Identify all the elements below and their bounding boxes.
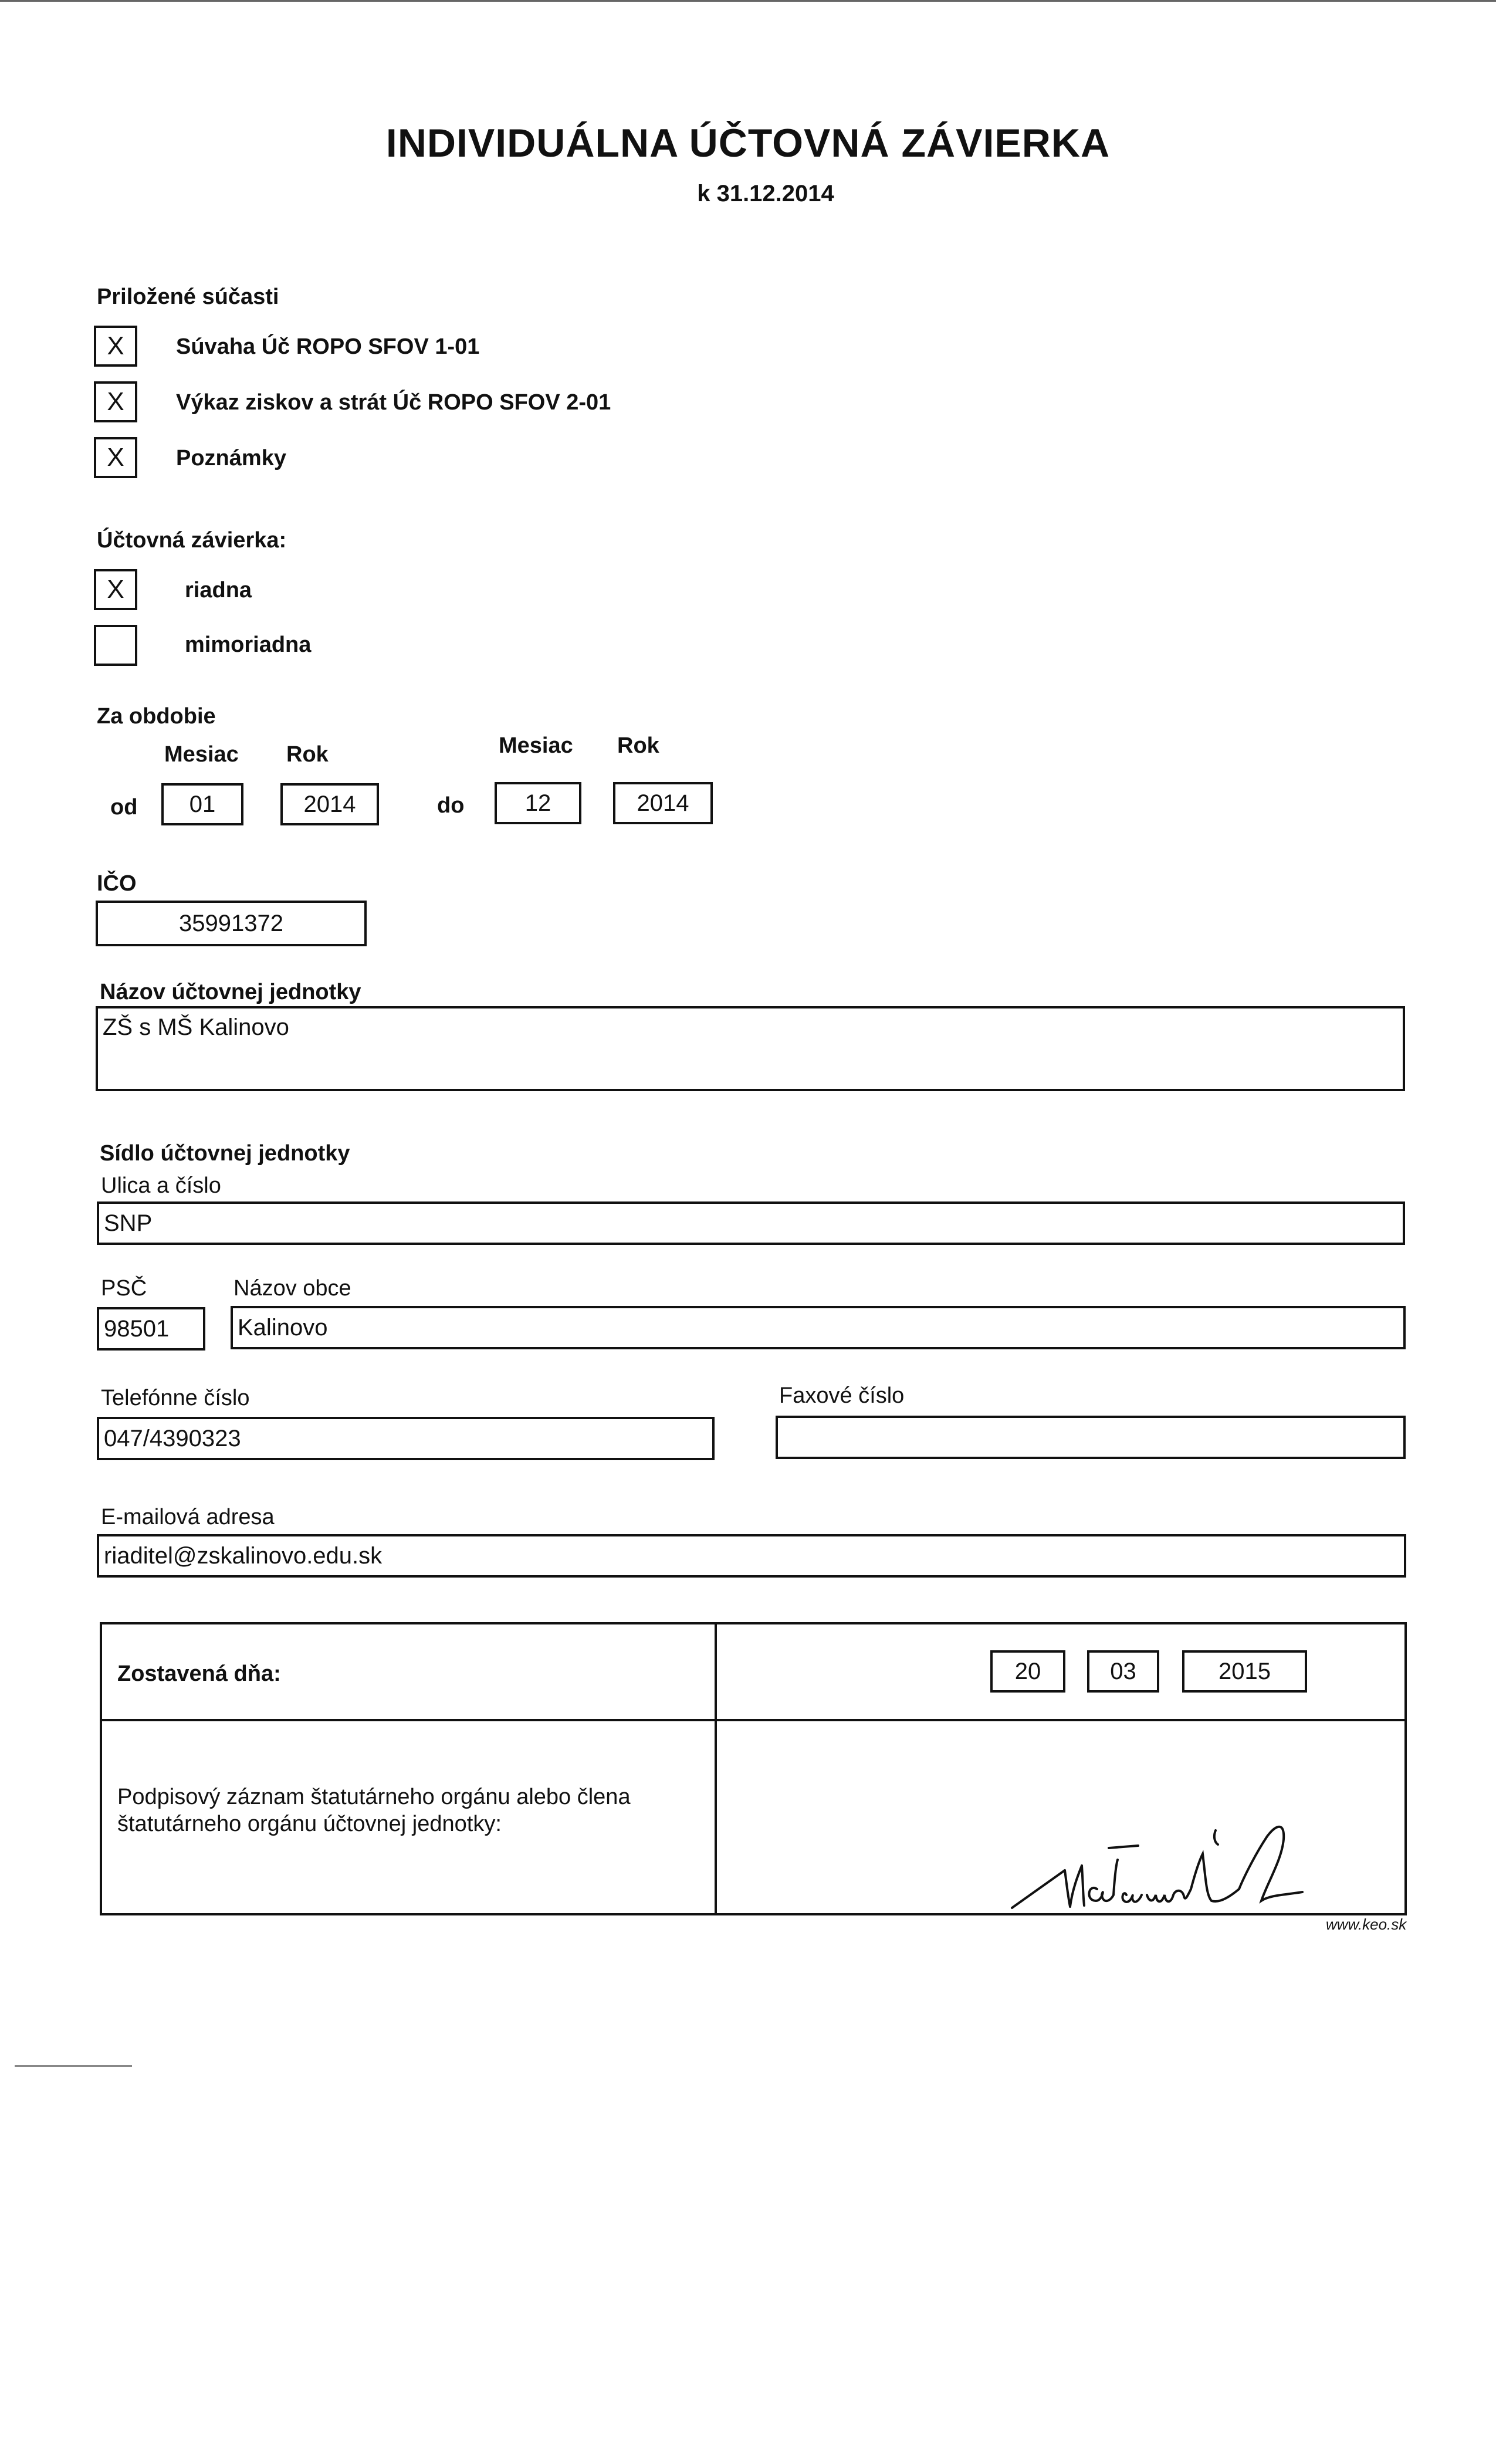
period-to-year-field[interactable]: 2014 bbox=[613, 782, 713, 824]
period-to-month-field[interactable]: 12 bbox=[495, 782, 581, 824]
period-from-month-field[interactable]: 01 bbox=[161, 783, 243, 825]
period-to-month-label: Mesiac bbox=[499, 733, 573, 758]
page-title: INDIVIDUÁLNA ÚČTOVNÁ ZÁVIERKA bbox=[385, 121, 1111, 165]
period-from-year-label: Rok bbox=[286, 742, 329, 767]
seat-heading: Sídlo účtovnej jednotky bbox=[100, 1141, 350, 1166]
entity-name-label: Názov účtovnej jednotky bbox=[100, 980, 361, 1004]
fax-label: Faxové číslo bbox=[779, 1383, 905, 1408]
entity-name-field[interactable]: ZŠ s MŠ Kalinovo bbox=[96, 1006, 1405, 1091]
attachment-checkbox-suvaha[interactable]: X bbox=[94, 326, 137, 367]
scan-edge-top bbox=[0, 0, 1496, 2]
signature-label: Podpisový záznam štatutárneho orgánu alebo člena štatutárneho orgánu účtovnej jednotky: bbox=[117, 1785, 631, 1836]
signature-image bbox=[1009, 1807, 1326, 1913]
closing-label-riadna: riadna bbox=[185, 578, 252, 603]
city-field[interactable]: Kalinovo bbox=[231, 1306, 1406, 1349]
attachments-heading: Priložené súčasti bbox=[97, 285, 279, 309]
compiled-table-divider-vertical bbox=[715, 1622, 717, 1915]
attachment-checkbox-vykaz[interactable]: X bbox=[94, 381, 137, 422]
street-field[interactable]: SNP bbox=[97, 1201, 1405, 1245]
city-label: Názov obce bbox=[233, 1276, 351, 1301]
fax-field[interactable] bbox=[776, 1416, 1406, 1459]
closing-checkbox-mimoriadna[interactable] bbox=[94, 625, 137, 666]
attachment-label-suvaha: Súvaha Úč ROPO SFOV 1-01 bbox=[176, 334, 480, 359]
psc-label: PSČ bbox=[101, 1276, 147, 1301]
attachment-label-vykaz: Výkaz ziskov a strát Úč ROPO SFOV 2-01 bbox=[176, 390, 611, 415]
phone-field[interactable]: 047/4390323 bbox=[97, 1417, 715, 1460]
email-field[interactable]: riaditel@zskalinovo.edu.sk bbox=[97, 1534, 1406, 1578]
footer-website: www.keo.sk bbox=[1326, 1915, 1407, 1933]
street-label: Ulica a číslo bbox=[101, 1173, 221, 1198]
closing-checkbox-riadna[interactable]: X bbox=[94, 569, 137, 610]
closing-type-heading: Účtovná závierka: bbox=[97, 528, 287, 553]
scan-mark bbox=[15, 2065, 132, 2067]
email-label: E-mailová adresa bbox=[101, 1505, 275, 1529]
ico-label: IČO bbox=[97, 871, 137, 896]
period-from-label: od bbox=[110, 795, 138, 820]
closing-label-mimoriadna: mimoriadna bbox=[185, 632, 312, 657]
compiled-year-field[interactable]: 2015 bbox=[1182, 1650, 1307, 1693]
compiled-table-divider-horizontal bbox=[100, 1719, 1407, 1721]
page-subtitle: k 31.12.2014 bbox=[697, 181, 834, 207]
period-to-year-label: Rok bbox=[617, 733, 659, 758]
period-to-label: do bbox=[437, 793, 465, 818]
attachment-label-poznamky: Poznámky bbox=[176, 446, 286, 471]
period-from-month-label: Mesiac bbox=[164, 742, 239, 767]
compiled-month-field[interactable]: 03 bbox=[1087, 1650, 1159, 1693]
compiled-day-field[interactable]: 20 bbox=[990, 1650, 1065, 1693]
phone-label: Telefónne číslo bbox=[101, 1386, 250, 1410]
period-from-year-field[interactable]: 2014 bbox=[280, 783, 379, 825]
compiled-date-label: Zostavená dňa: bbox=[117, 1661, 281, 1686]
period-heading: Za obdobie bbox=[97, 704, 216, 729]
ico-field[interactable]: 35991372 bbox=[96, 901, 367, 946]
psc-field[interactable]: 98501 bbox=[97, 1307, 205, 1351]
attachment-checkbox-poznamky[interactable]: X bbox=[94, 437, 137, 478]
